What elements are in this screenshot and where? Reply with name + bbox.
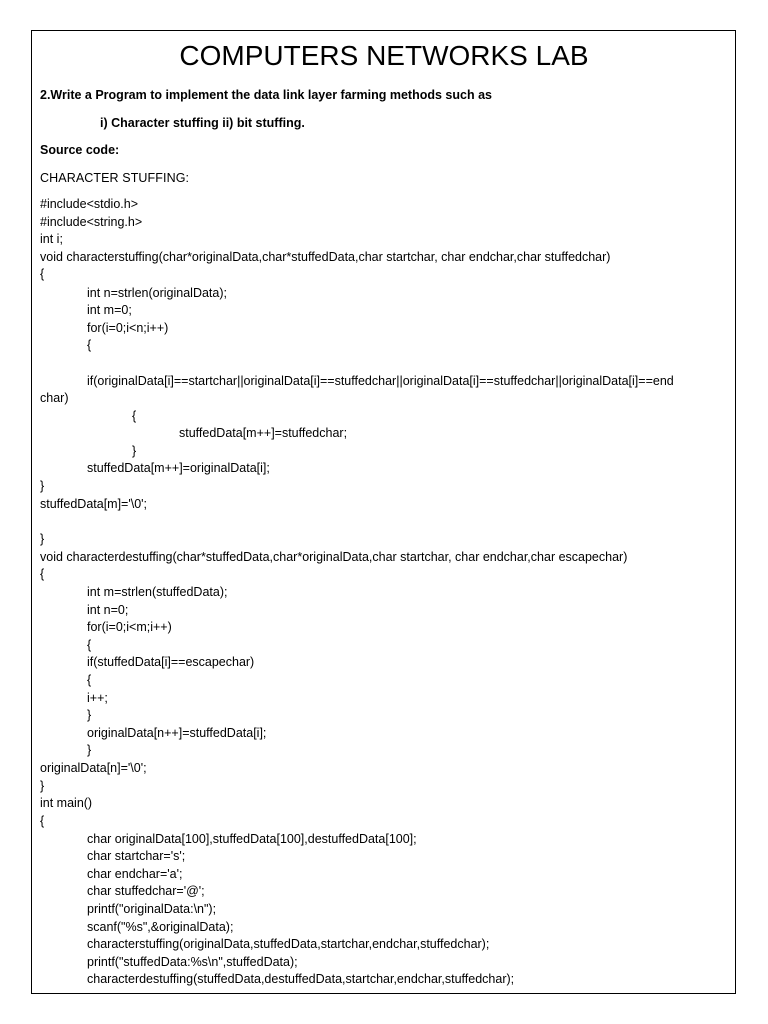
code-line: scanf("%s",&originalData); — [87, 920, 234, 934]
code-line: { — [40, 267, 45, 281]
code-line: char originalData[100],stuffedData[100],destuffedData[100]; — [87, 832, 417, 846]
code-line: } — [87, 743, 92, 757]
code-line: { — [87, 673, 92, 687]
code-line: } — [40, 479, 45, 493]
code-line: if(stuffedData[i]==escapechar) — [87, 655, 255, 669]
source-code-label: Source code: — [40, 143, 120, 157]
code-line: stuffedData[m++]=stuffedchar; — [179, 426, 348, 440]
code-line: for(i=0;i<n;i++) — [87, 321, 169, 335]
code-line: for(i=0;i<m;i++) — [87, 620, 172, 634]
section-heading: CHARACTER STUFFING: — [40, 171, 190, 185]
code-line: void characterdestuffing(char*stuffedData,char*originalData,char startchar, char endchar,char escapechar) — [40, 550, 628, 564]
code-line: printf("stuffedData:%s\n",stuffedData); — [87, 955, 298, 969]
code-line: int main() — [40, 796, 93, 810]
code-line: int n=strlen(originalData); — [87, 286, 227, 300]
code-line: stuffedData[m]='\0'; — [40, 497, 148, 511]
code-line: { — [132, 409, 137, 423]
code-line: #include<stdio.h> — [40, 197, 138, 211]
code-line: int n=0; — [87, 603, 129, 617]
code-line: printf("originalData:\n"); — [87, 902, 217, 916]
code-line: int i; — [40, 232, 63, 246]
question-text: 2.Write a Program to implement the data link layer farming methods such as — [40, 88, 492, 102]
code-line: char) — [40, 391, 69, 405]
code-line: stuffedData[m++]=originalData[i]; — [87, 461, 270, 475]
code-line: } — [40, 532, 45, 546]
code-line: } — [40, 779, 45, 793]
page-title: COMPUTERS NETWORKS LAB — [179, 40, 589, 71]
code-line: char startchar='s'; — [87, 849, 186, 863]
code-line: { — [87, 638, 92, 652]
code-line: char stuffedchar='@'; — [87, 884, 205, 898]
code-line: if(originalData[i]==startchar||originalData[i]==stuffedchar||originalData[i]==stuffedchar||originalData[i]==end — [87, 374, 674, 388]
code-line: i++; — [87, 691, 108, 705]
code-line: } — [132, 444, 137, 458]
code-line: characterdestuffing(stuffedData,destuffedData,startchar,endchar,stuffedchar); — [87, 972, 515, 986]
code-line: { — [40, 567, 45, 581]
code-line: originalData[n++]=stuffedData[i]; — [87, 726, 267, 740]
code-line: #include<string.h> — [40, 215, 143, 229]
code-line: } — [87, 708, 92, 722]
code-line: int m=0; — [87, 303, 132, 317]
code-line: originalData[n]='\0'; — [40, 761, 147, 775]
code-line: void characterstuffing(char*originalData,char*stuffedData,char startchar, char endchar,char stuffedchar) — [40, 250, 611, 264]
code-line: char endchar='a'; — [87, 867, 183, 881]
code-line: int m=strlen(stuffedData); — [87, 585, 228, 599]
code-line: { — [40, 814, 45, 828]
code-line: characterstuffing(originalData,stuffedData,startchar,endchar,stuffedchar); — [87, 937, 490, 951]
code-line: { — [87, 338, 92, 352]
subquestion-text: i) Character stuffing ii) bit stuffing. — [100, 116, 305, 130]
